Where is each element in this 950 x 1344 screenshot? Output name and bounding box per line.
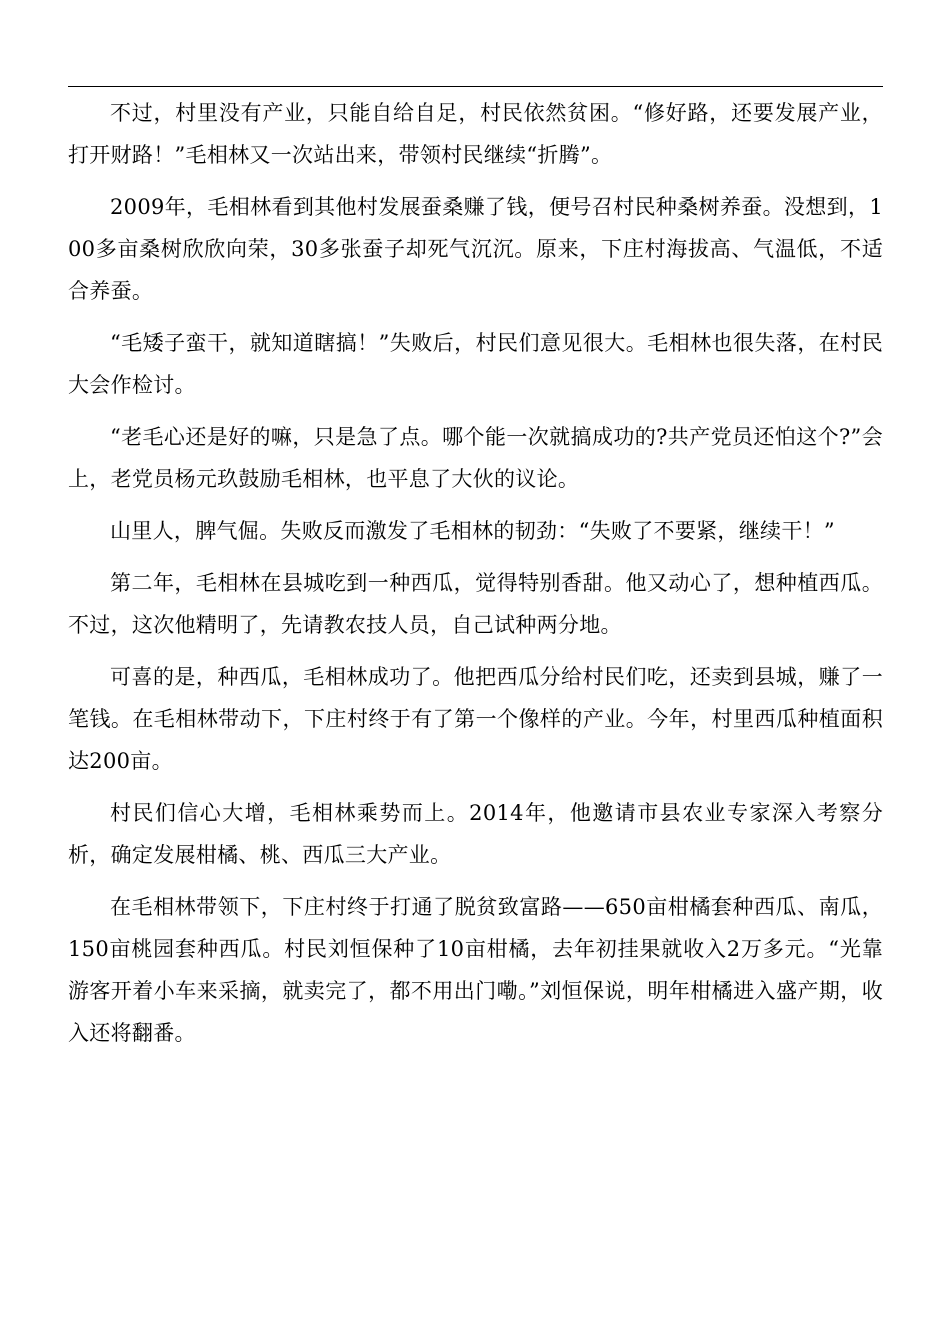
paragraph-3: “毛矮子蛮干，就知道瞎搞！”失败后，村民们意见很大。毛相林也很失落，在村民大会作检讨。 bbox=[68, 331, 883, 397]
header-rule bbox=[68, 86, 883, 87]
paragraph-5: 山里人，脾气倔。失败反而激发了毛相林的韧劲：“失败了不要紧，继续干！” bbox=[110, 519, 835, 543]
paragraph-9: 在毛相林带领下，下庄村终于打通了脱贫致富路——650亩柑橘套种西瓜、南瓜，150亩桃园套种西瓜。村民刘恒保种了10亩柑橘，去年初挂果就收入2万多元。“光靠游客开着小车来采摘，就卖完了，都不用出门嘞。”刘恒保说，明年柑橘进入盛产期，收入还将翻番。 bbox=[68, 895, 883, 1045]
paragraph-2: 2009年，毛相林看到其他村发展蚕桑赚了钱，便号召村民种桑树养蚕。没想到，100多亩桑树欣欣向荣，30多张蚕子却死气沉沉。原来，下庄村海拔高、气温低，不适合养蚕。 bbox=[68, 195, 883, 303]
paragraph-1: 不过，村里没有产业，只能自给自足，村民依然贫困。“修好路，还要发展产业，打开财路！”毛相林又一次站出来，带领村民继续“折腾”。 bbox=[68, 101, 883, 167]
paragraph-7: 可喜的是，种西瓜，毛相林成功了。他把西瓜分给村民们吃，还卖到县城，赚了一笔钱。在毛相林带动下，下庄村终于有了第一个像样的产业。今年，村里西瓜种植面积达200亩。 bbox=[68, 665, 883, 773]
paragraph-6: 第二年，毛相林在县城吃到一种西瓜，觉得特别香甜。他又动心了，想种植西瓜。不过，这次他精明了，先请教农技人员，自己试种两分地。 bbox=[68, 571, 883, 637]
paragraph-8: 村民们信心大增，毛相林乘势而上。2014年，他邀请市县农业专家深入考察分析，确定发展柑橘、桃、西瓜三大产业。 bbox=[68, 801, 883, 867]
paragraph-4: “老毛心还是好的嘛，只是急了点。哪个能一次就搞成功的?共产党员还怕这个?”会上，老党员杨元玖鼓励毛相林，也平息了大伙的议论。 bbox=[68, 425, 883, 491]
body-text bbox=[68, 92, 883, 1064]
